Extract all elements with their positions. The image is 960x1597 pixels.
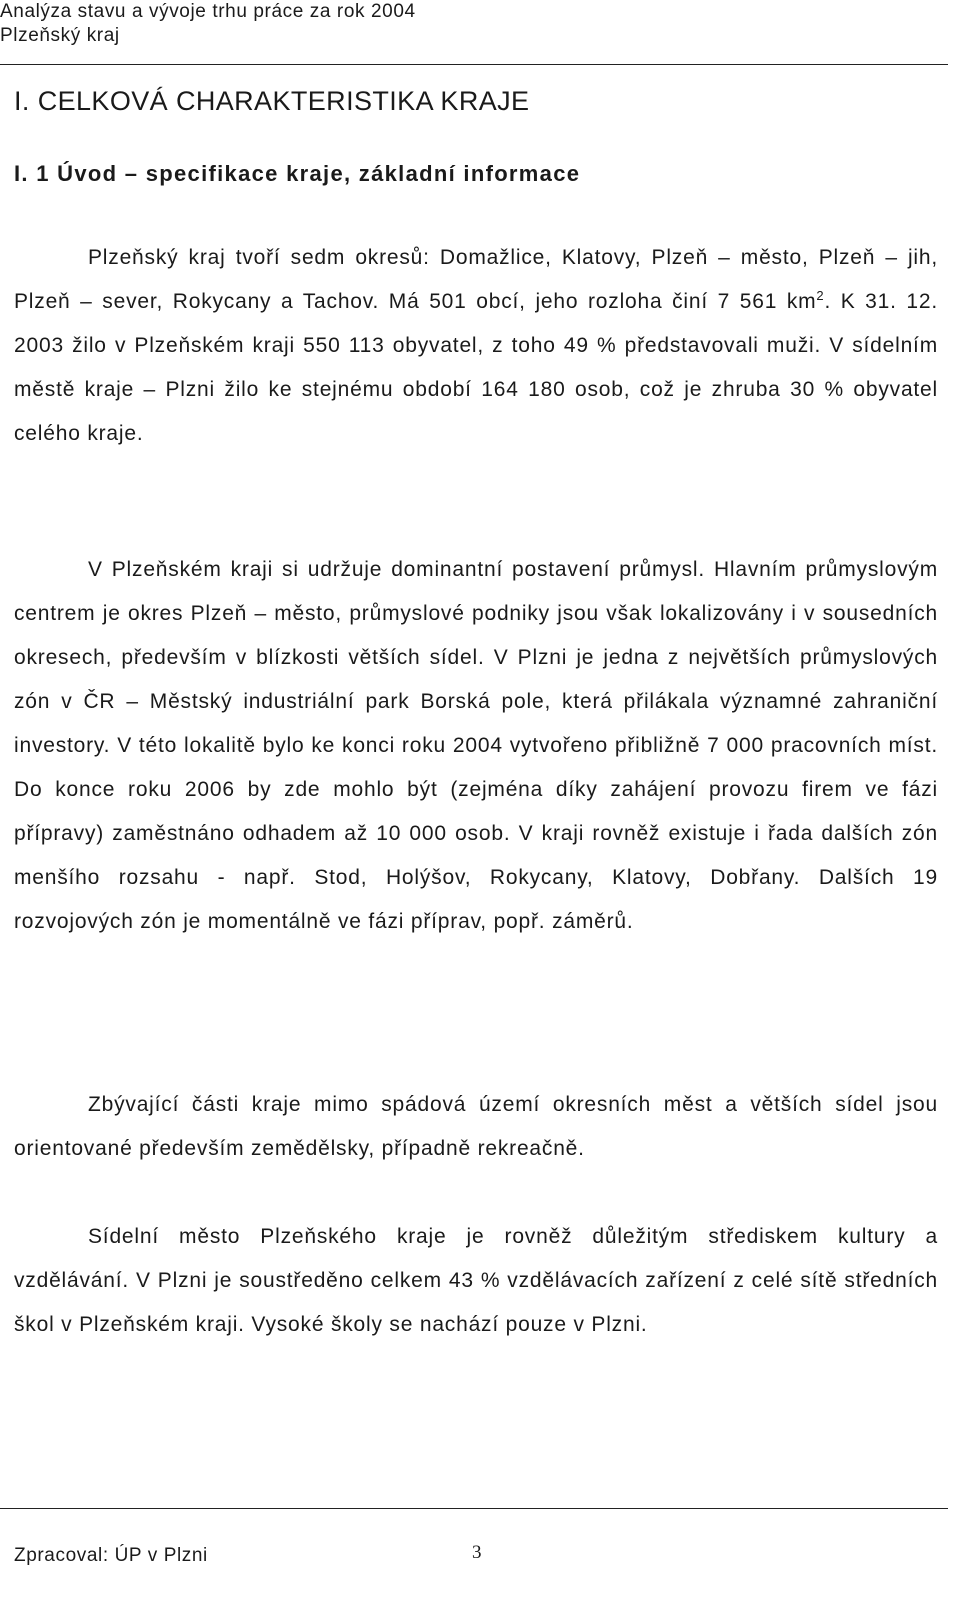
superscript-squared: 2 — [816, 288, 825, 303]
section-title: I. 1 Úvod – specifikace kraje, základní informace — [14, 161, 581, 186]
header-region-name: Plzeňský kraj — [0, 25, 120, 46]
footer-prepared-by: Zpracoval: ÚP v Plzni — [14, 1545, 208, 1566]
running-header — [0, 0, 416, 48]
paragraph-industry: V Plzeňském kraji si udržuje dominantní postavení průmysl. Hlavním průmyslovým centrem je okres Plzeň – město, průmyslové podniky jsou však lokalizovány i v sousedních okresech, především v blízkosti větších sídel. V Plzni je jedna z největších průmyslových zón v ČR – Městský industriální park Borská pole, která přilákala významné zahraniční investory. V této lokalitě bylo ke konci roku 2004 vytvořeno přibližně 7 000 pracovních míst. Do konce roku 2006 by zde mohlo být (zejména díky zahájení provozu firem ve fázi přípravy) zaměstnáno odhadem až 10 000 osob. V kraji rovněž existuje i řada dalších zón menšího rozsahu - např. Stod, Holýšov, Rokycany, Klatovy, Dobřany. Dalších 19 rozvojových zón je momentálně ve fázi příprav, popř. záměrů. — [14, 558, 938, 933]
paragraph-text: Plzeňský kraj tvoří sedm okresů: Domažlice, Klatovy, Plzeň – město, Plzeň – jih, Plzeň – sever, Rokycany a Tachov. Má 501 obcí, jeho rozloha činí 7 561 km — [14, 246, 938, 313]
paragraph-region-overview — [14, 236, 938, 456]
page-number: 3 — [472, 1542, 482, 1563]
footer-divider — [0, 1508, 948, 1509]
header-report-title: Analýza stavu a vývoje trhu práce za rok 2004 — [0, 1, 416, 22]
header-divider — [0, 64, 948, 65]
paragraph-rural-areas: Zbývající části kraje mimo spádová území okresních měst a větších sídel jsou orientované především zemědělsky, případně rekreačně. — [14, 1093, 938, 1160]
paragraph-education: Sídelní město Plzeňského kraje je rovněž důležitým střediskem kultury a vzdělávání. V Plzni je soustředěno celkem 43 % vzdělávacích zařízení z celé sítě středních škol v Plzeňském kraji. Vysoké školy se nachází pouze v Plzni. — [14, 1225, 938, 1336]
paragraph-text: . K 31. 12. 2003 žilo v Plzeňském kraji 550 113 obyvatel, z toho 49 % představovali muži. V sídelním městě kraje – Plzni žilo ke stejnému období 164 180 osob, což je zhruba 30 % obyvatel celého kraje. — [14, 290, 939, 445]
chapter-title: I. CELKOVÁ CHARAKTERISTIKA KRAJE — [14, 86, 530, 116]
